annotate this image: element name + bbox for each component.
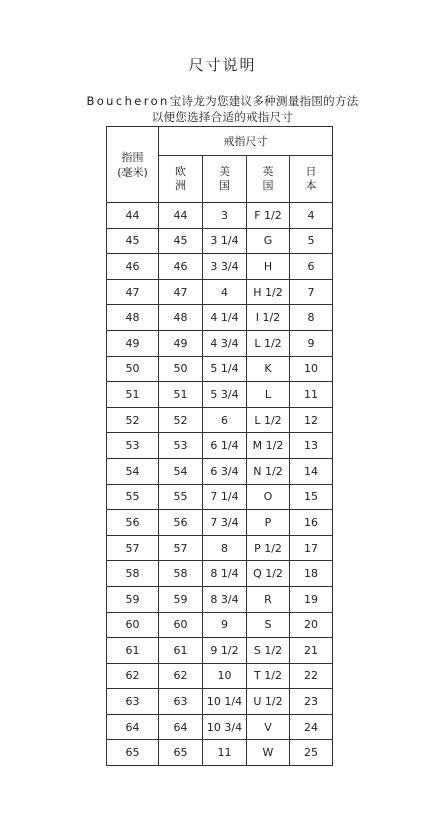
table-row: [107, 382, 333, 408]
circumference-cell: 47: [107, 279, 159, 305]
us-cell: 7 1/4: [203, 484, 247, 510]
europe-cell: 56: [159, 510, 203, 536]
uk-cell: O: [247, 484, 290, 510]
intro-line-1: [0, 93, 445, 109]
uk-cell: T 1/2: [247, 663, 290, 689]
uk-cell: L 1/2: [247, 407, 290, 433]
uk-cell: M 1/2: [247, 433, 290, 459]
intro-line-1-text: 宝诗龙为您建议多种测量指围的方法: [169, 94, 359, 108]
japan-cell: 5: [290, 228, 333, 254]
table-row: [107, 484, 333, 510]
uk-cell: N 1/2: [247, 458, 290, 484]
circumference-cell: 46: [107, 254, 159, 280]
intro-line-2: 以便您选择合适的戒指尺寸: [151, 110, 294, 124]
europe-cell: 53: [159, 433, 203, 459]
japan-cell: 21: [290, 638, 333, 664]
japan-cell: 10: [290, 356, 333, 382]
table-row: [107, 663, 333, 689]
circumference-cell: 59: [107, 586, 159, 612]
circumference-header: [107, 127, 159, 203]
japan-cell: 20: [290, 612, 333, 638]
europe-cell: 48: [159, 305, 203, 331]
us-cell: 8 1/4: [203, 561, 247, 587]
us-cell: 3 3/4: [203, 254, 247, 280]
column-header-europe-label: 欧洲: [175, 165, 186, 192]
table-row: [107, 510, 333, 536]
us-cell: 8: [203, 535, 247, 561]
table-row: [107, 586, 333, 612]
europe-cell: 47: [159, 279, 203, 305]
circumference-cell: 51: [107, 382, 159, 408]
us-cell: 5 1/4: [203, 356, 247, 382]
us-cell: 10 1/4: [203, 689, 247, 715]
ring-size-header: 戒指尺寸: [159, 127, 333, 156]
column-header-japan-label: 日本: [305, 165, 317, 192]
us-cell: 10 3/4: [203, 714, 247, 740]
europe-cell: 54: [159, 458, 203, 484]
us-cell: 9: [203, 612, 247, 638]
circumference-cell: 63: [107, 689, 159, 715]
europe-cell: 51: [159, 382, 203, 408]
europe-cell: 55: [159, 484, 203, 510]
uk-cell: L 1/2: [247, 330, 290, 356]
table-row: [107, 433, 333, 459]
circumference-cell: 62: [107, 663, 159, 689]
us-cell: 7 3/4: [203, 510, 247, 536]
japan-cell: 8: [290, 305, 333, 331]
circumference-cell: 48: [107, 305, 159, 331]
table-body: [107, 203, 333, 766]
europe-cell: 57: [159, 535, 203, 561]
intro-text: [0, 93, 445, 125]
circumference-cell: 64: [107, 714, 159, 740]
table-row: [107, 330, 333, 356]
circumference-cell: 49: [107, 330, 159, 356]
europe-cell: 59: [159, 586, 203, 612]
us-cell: 3: [203, 203, 247, 229]
uk-cell: U 1/2: [247, 689, 290, 715]
table-row: [107, 356, 333, 382]
uk-cell: H 1/2: [247, 279, 290, 305]
table-row: [107, 612, 333, 638]
circumference-cell: 61: [107, 638, 159, 664]
uk-cell: L: [247, 382, 290, 408]
circumference-cell: 55: [107, 484, 159, 510]
japan-cell: 19: [290, 586, 333, 612]
us-cell: 10: [203, 663, 247, 689]
europe-cell: 63: [159, 689, 203, 715]
uk-cell: S: [247, 612, 290, 638]
circumference-cell: 45: [107, 228, 159, 254]
table-row: [107, 254, 333, 280]
japan-cell: 6: [290, 254, 333, 280]
us-cell: 9 1/2: [203, 638, 247, 664]
table-row: [107, 305, 333, 331]
uk-cell: G: [247, 228, 290, 254]
circumference-cell: 56: [107, 510, 159, 536]
us-cell: 4: [203, 279, 247, 305]
circumference-cell: 65: [107, 740, 159, 766]
europe-cell: 64: [159, 714, 203, 740]
us-cell: 4 1/4: [203, 305, 247, 331]
us-cell: 6: [203, 407, 247, 433]
japan-cell: 15: [290, 484, 333, 510]
column-header-uk-label: 英国: [262, 165, 274, 192]
europe-cell: 44: [159, 203, 203, 229]
japan-cell: 7: [290, 279, 333, 305]
column-header-europe: [159, 156, 203, 203]
us-cell: 5 3/4: [203, 382, 247, 408]
uk-cell: Q 1/2: [247, 561, 290, 587]
us-cell: 6 3/4: [203, 458, 247, 484]
uk-cell: K: [247, 356, 290, 382]
table-row: [107, 535, 333, 561]
circumference-cell: 57: [107, 535, 159, 561]
page-title: 尺寸说明: [188, 56, 257, 74]
uk-cell: I 1/2: [247, 305, 290, 331]
uk-cell: F 1/2: [247, 203, 290, 229]
circumference-cell: 44: [107, 203, 159, 229]
table-row: [107, 407, 333, 433]
europe-cell: 46: [159, 254, 203, 280]
us-cell: 8 3/4: [203, 586, 247, 612]
us-cell: 11: [203, 740, 247, 766]
column-header-us: [203, 156, 247, 203]
brand-name: Boucheron: [86, 94, 170, 108]
japan-cell: 9: [290, 330, 333, 356]
uk-cell: R: [247, 586, 290, 612]
table-row: [107, 228, 333, 254]
table-row: [107, 279, 333, 305]
ring-size-table: [106, 126, 333, 766]
europe-cell: 61: [159, 638, 203, 664]
uk-cell: S 1/2: [247, 638, 290, 664]
column-header-us-label: 美国: [219, 165, 230, 192]
japan-cell: 14: [290, 458, 333, 484]
europe-cell: 58: [159, 561, 203, 587]
europe-cell: 45: [159, 228, 203, 254]
table-row: [107, 203, 333, 229]
japan-cell: 17: [290, 535, 333, 561]
circumference-cell: 50: [107, 356, 159, 382]
circumference-cell: 53: [107, 433, 159, 459]
japan-cell: 11: [290, 382, 333, 408]
circumference-cell: 60: [107, 612, 159, 638]
circumference-cell: 52: [107, 407, 159, 433]
circumference-header-label: 指围: [121, 151, 144, 164]
uk-cell: P: [247, 510, 290, 536]
column-header-japan: [290, 156, 333, 203]
uk-cell: W: [247, 740, 290, 766]
us-cell: 6 1/4: [203, 433, 247, 459]
circumference-cell: 54: [107, 458, 159, 484]
circumference-cell: 58: [107, 561, 159, 587]
japan-cell: 23: [290, 689, 333, 715]
table-row: [107, 458, 333, 484]
table-row: [107, 714, 333, 740]
europe-cell: 65: [159, 740, 203, 766]
japan-cell: 18: [290, 561, 333, 587]
europe-cell: 52: [159, 407, 203, 433]
japan-cell: 12: [290, 407, 333, 433]
table-row: [107, 638, 333, 664]
table-row: [107, 561, 333, 587]
table-row: [107, 689, 333, 715]
europe-cell: 60: [159, 612, 203, 638]
japan-cell: 25: [290, 740, 333, 766]
japan-cell: 13: [290, 433, 333, 459]
uk-cell: H: [247, 254, 290, 280]
circumference-header-unit: (毫米): [117, 166, 148, 179]
japan-cell: 16: [290, 510, 333, 536]
europe-cell: 62: [159, 663, 203, 689]
us-cell: 4 3/4: [203, 330, 247, 356]
us-cell: 3 1/4: [203, 228, 247, 254]
japan-cell: 4: [290, 203, 333, 229]
europe-cell: 49: [159, 330, 203, 356]
uk-cell: V: [247, 714, 290, 740]
table-row: [107, 740, 333, 766]
japan-cell: 22: [290, 663, 333, 689]
column-header-uk: [247, 156, 290, 203]
uk-cell: P 1/2: [247, 535, 290, 561]
europe-cell: 50: [159, 356, 203, 382]
japan-cell: 24: [290, 714, 333, 740]
